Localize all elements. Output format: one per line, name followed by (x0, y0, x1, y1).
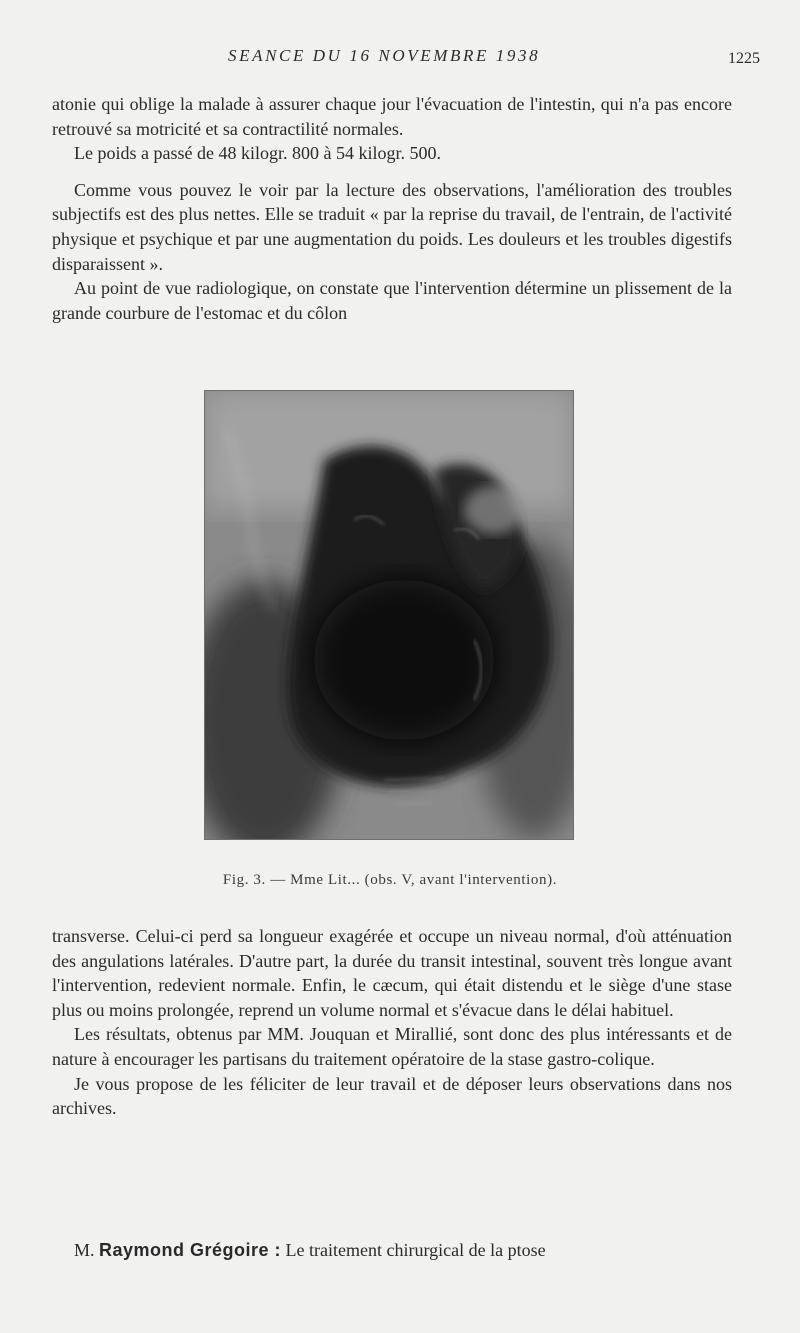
paragraph: Je vous propose de les féliciter de leur travail et de déposer leurs observations dans nos archives. (52, 1073, 732, 1119)
speaker-name: Raymond Grégoire : (99, 1240, 282, 1260)
radiograph-image (204, 390, 574, 840)
text-block-top (52, 92, 732, 325)
paragraph-text: Le traitement chirurgical de la ptose (285, 1240, 546, 1260)
page-header (0, 46, 800, 72)
radiograph-figure (204, 390, 574, 840)
text-block-final (52, 1238, 732, 1263)
figure-caption: Fig. 3. — Mme Lit... (obs. V, avant l'intervention). (222, 872, 558, 888)
paragraph: Le poids a passé de 48 kilogr. 800 à 54 kilogr. 500. (74, 143, 441, 164)
speaker-prefix: M. (74, 1240, 95, 1260)
paragraph: Comme vous pouvez le voir par la lecture des observations, l'amélioration des troubles subjectifs est des plus nettes. Elle se traduit « par la reprise du travail, de l'entrain, de l'activité physique et psychique et par une augmentation du poids. Les douleurs et les troubles digestifs disparaissent ». (52, 179, 732, 274)
paragraph: atonie qui oblige la malade à assurer chaque jour l'évacuation de l'intestin, qui n'a pas encore retrouvé sa motricité et sa contractilité normales. (52, 94, 732, 139)
text-block-bottom (52, 924, 732, 1121)
paragraph: Au point de vue radiologique, on constate que l'intervention détermine un plissement de la grande courbure de l'estomac et du côlon (52, 278, 732, 323)
paragraph-final (52, 1238, 732, 1263)
page-number: 1225 (728, 50, 760, 67)
running-head: SEANCE DU 16 NOVEMBRE 1938 (228, 46, 541, 65)
paragraph: Les résultats, obtenus par MM. Jouquan et Mirallié, sont donc des plus intéressants et de nature à encourager les partisans du traitement opératoire de la stase gastro-colique. (52, 1024, 732, 1069)
paragraph: transverse. Celui-ci perd sa longueur exagérée et occupe un niveau normal, d'où atténuation des angulations latérales. D'autre part, la durée du transit intestinal, souvent très longue avant l'intervention, redevient normale. Enfin, le cæcum, qui était distendu et le siège d'une stase plus ou moins prolongée, reprend un volume normal et s'évacue dans le délai habituel. (52, 926, 732, 1020)
